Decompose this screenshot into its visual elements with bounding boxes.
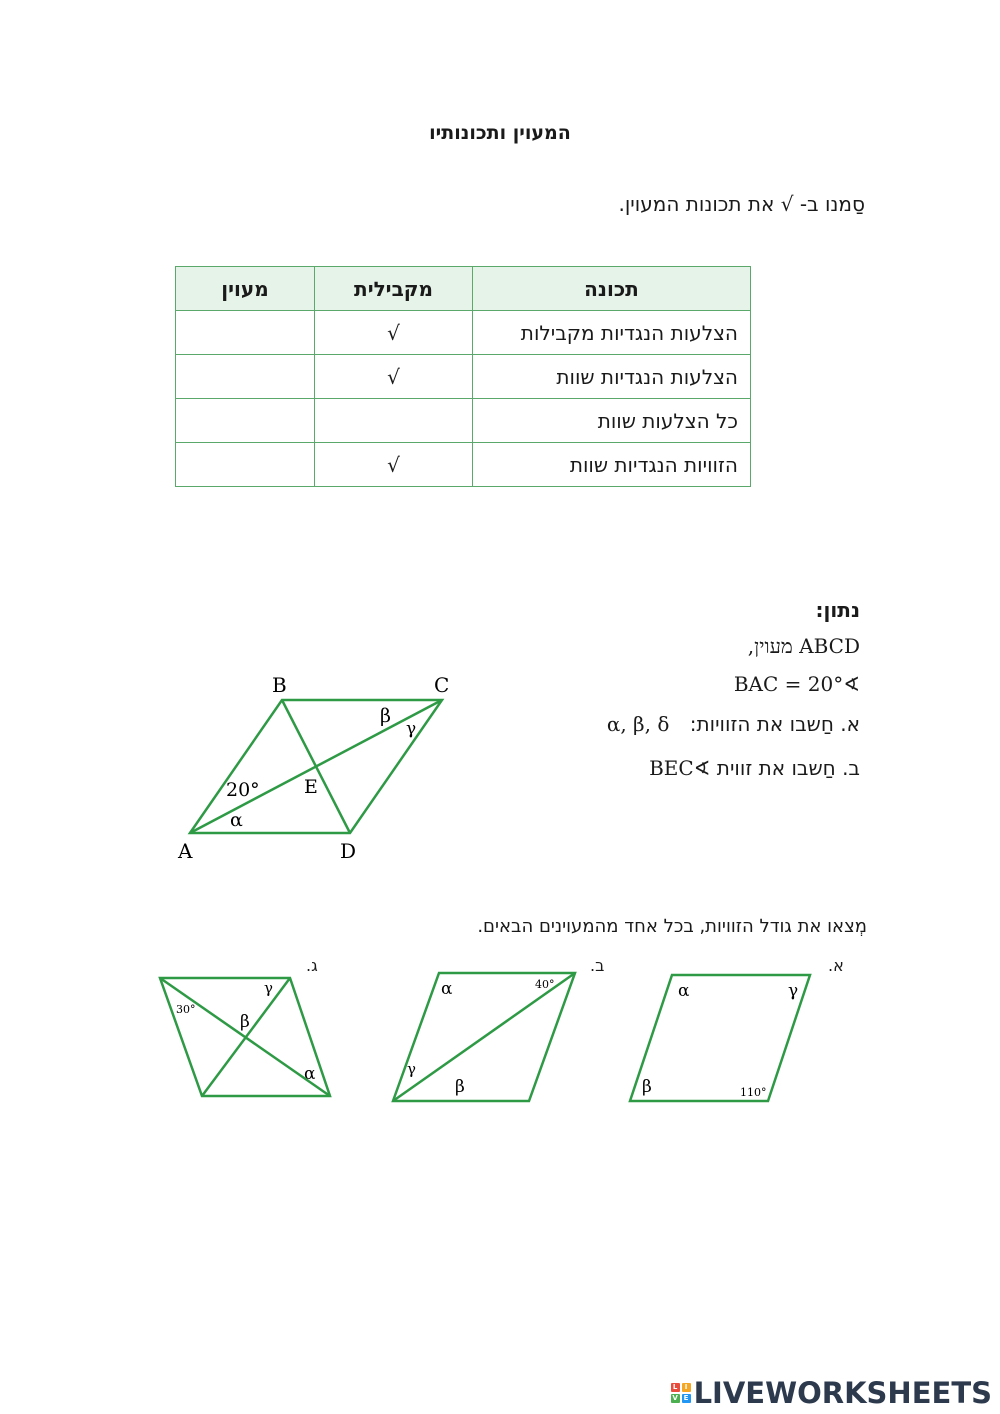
header-parallelogram: מקבילית	[315, 267, 473, 311]
table-header-row	[176, 267, 751, 311]
vertex-c: C	[434, 673, 450, 697]
angle-beta: β	[455, 1077, 465, 1097]
angle-gamma: γ	[788, 981, 799, 1001]
logo-mark-l: L	[671, 1383, 680, 1392]
angle-beta: β	[240, 1012, 250, 1032]
rhombus-figure-b	[385, 960, 585, 1110]
vertex-d: D	[340, 839, 357, 863]
parallelogram-check: √	[315, 443, 473, 487]
question-a-vars: α, β, δ	[606, 712, 670, 736]
angle-30: 30°	[176, 1003, 196, 1016]
given-line-2: ∢BAC = 20°	[733, 672, 860, 696]
question-b-text: ב. חַשבו את זווית	[716, 756, 860, 780]
angle-beta: β	[380, 705, 391, 727]
table-row	[176, 399, 751, 443]
table-row	[176, 311, 751, 355]
question-b-angle: ∢BEC	[649, 756, 711, 780]
logo-mark-v: V	[672, 1394, 678, 1402]
parallelogram-check: √	[315, 311, 473, 355]
diagonal-2	[202, 978, 290, 1096]
given-heading: נתון:	[815, 598, 860, 622]
angle-beta: β	[642, 1077, 652, 1097]
figure-c-label: ג.	[306, 956, 318, 975]
logo-text: LIVEWORKSHEETS	[693, 1376, 992, 1410]
instruction-text: סַמנו ב- √ את תכונות המעוין.	[618, 192, 865, 216]
diagonal	[393, 973, 575, 1101]
main-rhombus-figure	[170, 668, 470, 868]
rhombus-figure-a	[620, 960, 830, 1110]
question-b	[649, 756, 860, 780]
angle-20: 20°	[226, 779, 260, 801]
angle-alpha: α	[304, 1064, 316, 1084]
property-cell: כל הצלעות שוות	[473, 399, 751, 443]
point-e: E	[304, 776, 318, 798]
question-a-text: א. חַשבו את הזוויות:	[689, 712, 860, 736]
header-rhombus: מעוין	[176, 267, 315, 311]
question-a	[607, 712, 860, 736]
rhombus-check-cell[interactable]	[176, 311, 315, 355]
angle-110: 110°	[740, 1086, 767, 1099]
angle-gamma: γ	[264, 979, 273, 997]
angle-40: 40°	[535, 978, 555, 991]
parallelogram-check	[315, 399, 473, 443]
parallelogram-check: √	[315, 355, 473, 399]
properties-table	[175, 266, 751, 487]
logo-mark-i: I	[682, 1383, 691, 1392]
vertex-b: B	[272, 673, 287, 697]
angle-alpha: α	[441, 979, 453, 999]
rhombus-check-cell[interactable]	[176, 399, 315, 443]
rhombus-check-cell[interactable]	[176, 443, 315, 487]
property-cell: הצלעות הנגדיות שוות	[473, 355, 751, 399]
find-instruction: מְצאו את גודל הזוויות, בכל אחד מהמעוינים הבאים.	[477, 916, 867, 937]
table-row	[176, 355, 751, 399]
figure-a-label: א.	[828, 956, 844, 975]
property-cell: הצלעות הנגדיות מקבילות	[473, 311, 751, 355]
table-row	[176, 443, 751, 487]
page-title: המעוין ותכונותיו	[429, 122, 571, 144]
angle-alpha: α	[230, 809, 243, 831]
rhombus-check-cell[interactable]	[176, 355, 315, 399]
liveworksheets-logo	[671, 1376, 992, 1410]
logo-mark-icon	[671, 1383, 691, 1403]
logo-mark-e: E	[682, 1394, 691, 1403]
rhombus-figure-c	[150, 965, 340, 1105]
angle-alpha: α	[678, 981, 690, 1001]
property-cell: הזוויות הנגדיות שוות	[473, 443, 751, 487]
rhombus-outline	[630, 975, 810, 1101]
diagonal-bd	[282, 700, 350, 833]
header-property: תכונה	[473, 267, 751, 311]
given-line-1: ABCD מעוין,	[747, 634, 860, 658]
figure-b-label: ב.	[590, 956, 605, 975]
angle-gamma: γ	[406, 719, 417, 739]
vertex-a: A	[178, 839, 193, 863]
angle-gamma: γ	[407, 1060, 416, 1078]
